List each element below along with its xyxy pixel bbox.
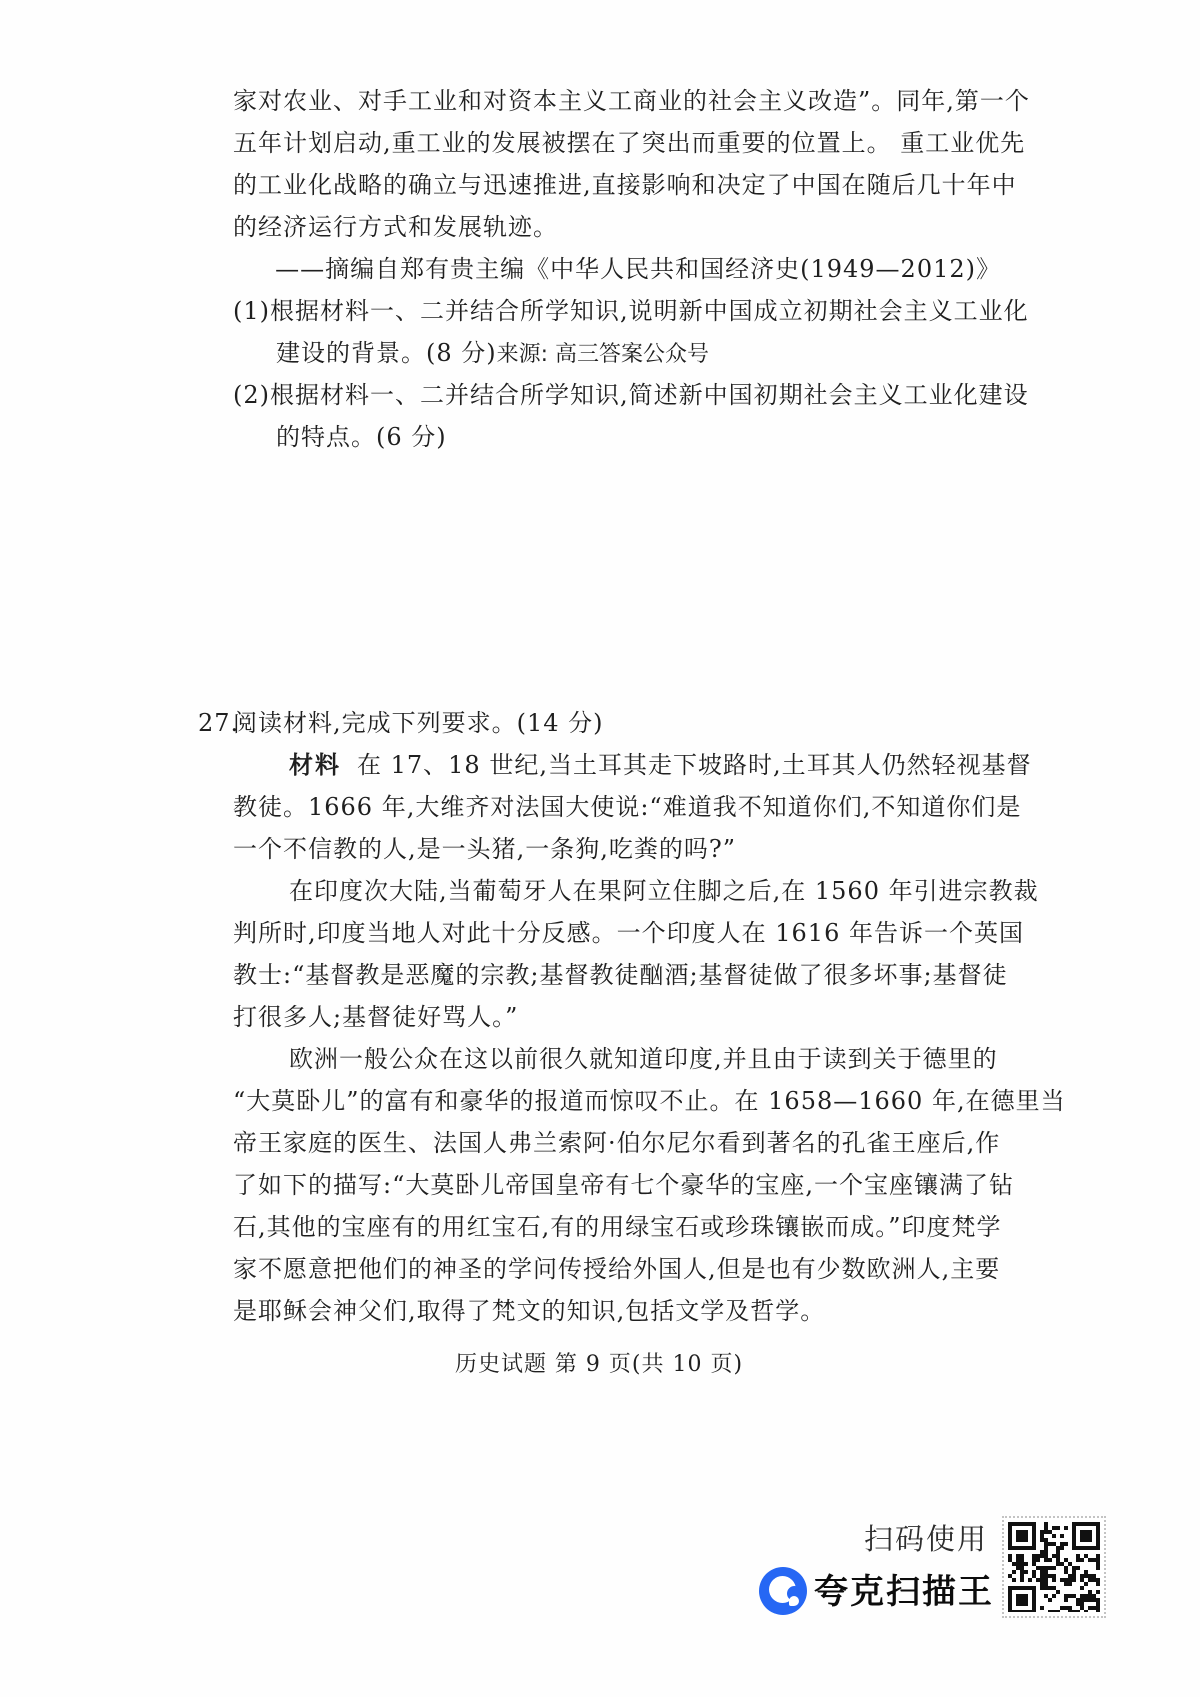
- material-label: 材料: [289, 750, 341, 779]
- quark-logo-tail: [789, 1596, 799, 1606]
- material-line: 判所时,印度当地人对此十分反感。一个印度人在 1616 年告诉一个英国: [233, 919, 1024, 947]
- question-26-2-line: (2)根据材料一、二并结合所学知识,简述新中国初期社会主义工业化建设: [233, 381, 1029, 409]
- text-line: 的工业化战略的确立与迅速推进,直接影响和决定了中国在随后几十年中: [233, 171, 1017, 199]
- qr-code-pattern: [1008, 1522, 1100, 1612]
- source-attribution: ——摘编自郑有贵主编《中华人民共和国经济史(1949—2012)》: [275, 255, 1001, 283]
- scanner-app-name: 夸克扫描王: [814, 1572, 994, 1612]
- qr-code: [1002, 1516, 1106, 1618]
- material-line: 教士:“基督教是恶魔的宗教;基督教徒酗酒;基督徒做了很多坏事;基督徒: [233, 961, 1008, 989]
- answer-watermark: 来源: 高三答案公众号: [496, 342, 710, 367]
- question-27-header: [198, 702, 1001, 744]
- material-line: 一个不信教的人,是一头猪,一条狗,吃粪的吗?”: [233, 835, 737, 863]
- question-27-number: 27.: [198, 709, 240, 737]
- material-line: 打很多人;基督徒好骂人。”: [233, 1003, 519, 1031]
- material-line: 了如下的描写:“大莫卧儿帝国皇帝有七个豪华的宝座,一个宝座镶满了钻: [233, 1171, 1014, 1199]
- material-line: 家不愿意把他们的神圣的学问传授给外国人,但是也有少数欧洲人,主要: [233, 1255, 1001, 1283]
- document-text-block: [198, 80, 1066, 1386]
- text-line: 五年计划启动,重工业的发展被摆在了突出而重要的位置上。 重工业优先: [233, 129, 1026, 157]
- question-26-1-line: (1)根据材料一、二并结合所学知识,说明新中国成立初期社会主义工业化: [233, 297, 1029, 325]
- question-27-stem: 阅读材料,完成下列要求。(14 分): [233, 709, 604, 737]
- text-line: 的经济运行方式和发展轨迹。: [233, 213, 558, 241]
- page-footer: 历史试题 第 9 页(共 10 页): [454, 1352, 744, 1377]
- material-line: 在印度次大陆,当葡萄牙人在果阿立住脚之后,在 1560 年引进宗教裁: [289, 877, 1039, 905]
- question-26-1-tail: 建设的背景。(8 分): [276, 339, 497, 367]
- question-26-1-line: [233, 332, 1001, 374]
- material-line: 帝王家庭的医生、法国人弗兰索阿·伯尔尼尔看到著名的孔雀王座后,作: [233, 1129, 1001, 1157]
- quark-logo-icon: [759, 1567, 807, 1615]
- material-text: 在 17、18 世纪,当土耳其走下坡路时,土耳其人仍然轻视基督: [357, 751, 1032, 779]
- material-line: 教徒。1666 年,大维齐对法国大使说:“难道我不知道你们,不知道你们是: [233, 793, 1022, 821]
- question-26-2-line: 的特点。(6 分): [276, 423, 447, 451]
- material-line: 石,其他的宝座有的用红宝石,有的用绿宝石或珍珠镶嵌而成。”印度梵学: [233, 1213, 1002, 1241]
- scan-hint-text: 扫码使用: [863, 1522, 988, 1556]
- material-line: “大莫卧儿”的富有和豪华的报道而惊叹不止。在 1658—1660 年,在德里当: [233, 1087, 1066, 1115]
- material-line: [233, 744, 1032, 786]
- material-line: 是耶稣会神父们,取得了梵文的知识,包括文学及哲学。: [233, 1297, 826, 1325]
- text-line: 家对农业、对手工业和对资本主义工商业的社会主义改造”。同年,第一个: [233, 87, 1030, 115]
- material-line: 欧洲一般公众在这以前很久就知道印度,并且由于读到关于德里的: [289, 1045, 998, 1073]
